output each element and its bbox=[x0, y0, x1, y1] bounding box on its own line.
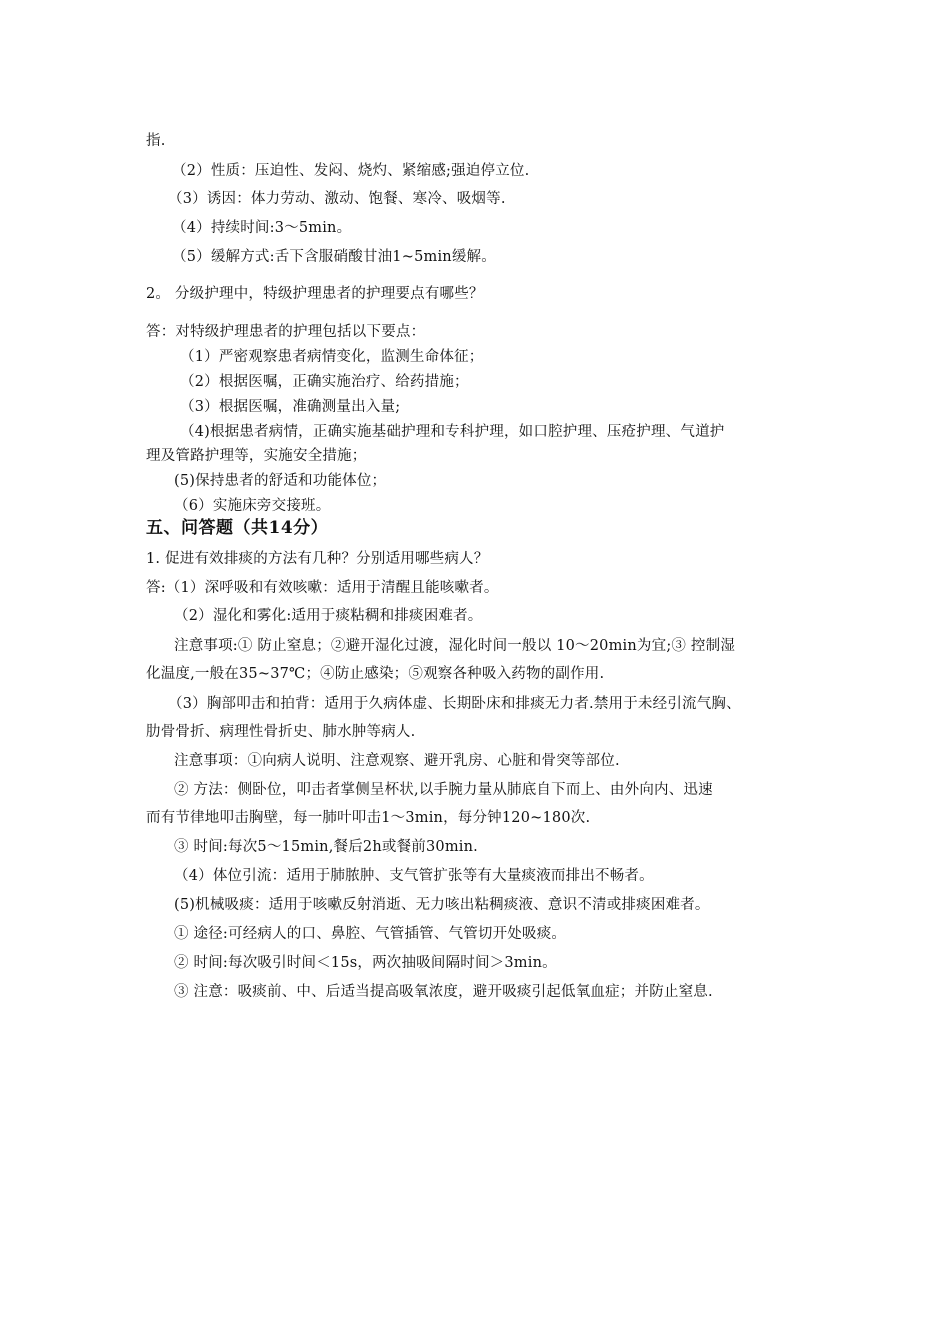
text-line: ② 方法：侧卧位，叩击者掌侧呈杯状,以手腕力量从肺底自下而上、由外向内、迅速 bbox=[174, 782, 713, 798]
text-line: 注意事项：①向病人说明、注意观察、避开乳房、心脏和骨突等部位. bbox=[174, 753, 620, 769]
text-line: （4)根据患者病情，正确实施基础护理和专科护理，如口腔护理、压疮护理、气道护 bbox=[180, 424, 725, 440]
text-line: （1）严密观察患者病情变化，监测生命体征； bbox=[180, 349, 484, 365]
text-line: （6）实施床旁交接班。 bbox=[174, 498, 331, 514]
text-line: （3）诱因：体力劳动、激动、饱餐、寒冷、吸烟等. bbox=[168, 191, 506, 207]
text-line: ③ 注意：吸痰前、中、后适当提高吸氧浓度，避开吸痰引起低氧血症；并防止窒息. bbox=[174, 984, 713, 1000]
text-line: ③ 时间:每次5～15min,餐后2h或餐前30min. bbox=[174, 839, 478, 855]
text-line: （2）根据医嘱，正确实施治疗、给药措施； bbox=[180, 374, 469, 390]
question-heading: 1. 促进有效排痰的方法有几种？分别适用哪些病人？ bbox=[146, 551, 489, 567]
answer-line: 答:（1）深呼吸和有效咳嗽：适用于清醒且能咳嗽者。 bbox=[146, 580, 499, 596]
text-line: （5）缓解方式:舌下含服硝酸甘油1~5min缓解。 bbox=[172, 249, 496, 265]
text-line: （4）体位引流：适用于肺脓肿、支气管扩张等有大量痰液而排出不畅者。 bbox=[174, 868, 654, 884]
section-heading: 五、问答题（共14分） bbox=[146, 518, 329, 538]
text-line: 化温度,一般在35~37℃；④防止感染；⑤观察各种吸入药物的副作用. bbox=[146, 666, 605, 682]
text-line: （3）胸部叩击和拍背：适用于久病体虚、长期卧床和排痰无力者.禁用于未经引流气胸、 bbox=[168, 696, 741, 712]
text-line: （2）湿化和雾化:适用于痰粘稠和排痰困难者。 bbox=[174, 608, 483, 624]
text-line: 指. bbox=[146, 133, 166, 149]
text-line: 理及管路护理等，实施安全措施； bbox=[146, 448, 367, 464]
question-heading: 2。 分级护理中，特级护理患者的护理要点有哪些？ bbox=[146, 286, 484, 302]
text-line: （4）持续时间:3～5min。 bbox=[172, 220, 352, 236]
text-line: 而有节律地叩击胸壁，每一肺叶叩击1～3min，每分钟120~180次. bbox=[146, 810, 591, 826]
text-line: （3）根据医嘱，准确测量出入量; bbox=[180, 399, 401, 415]
text-line: 肋骨骨折、病理性骨折史、肺水肿等病人. bbox=[146, 724, 416, 740]
text-line: ① 途径:可经病人的口、鼻腔、气管插管、气管切开处吸痰。 bbox=[174, 926, 567, 942]
text-line: （2）性质：压迫性、发闷、烧灼、紧缩感;强迫停立位. bbox=[172, 163, 530, 179]
text-line: (5)保持患者的舒适和功能体位； bbox=[174, 473, 387, 489]
text-line: ② 时间:每次吸引时间＜15s，两次抽吸间隔时间＞3min。 bbox=[174, 955, 557, 971]
text-line: (5)机械吸痰：适用于咳嗽反射消逝、无力咳出粘稠痰液、意识不清或排痰困难者。 bbox=[174, 897, 710, 913]
answer-line: 答：对特级护理患者的护理包括以下要点： bbox=[146, 324, 426, 340]
text-line: 注意事项:① 防止窒息；②避开湿化过渡，湿化时间一般以 10～20min为宜;③ 控制湿 bbox=[174, 638, 736, 654]
